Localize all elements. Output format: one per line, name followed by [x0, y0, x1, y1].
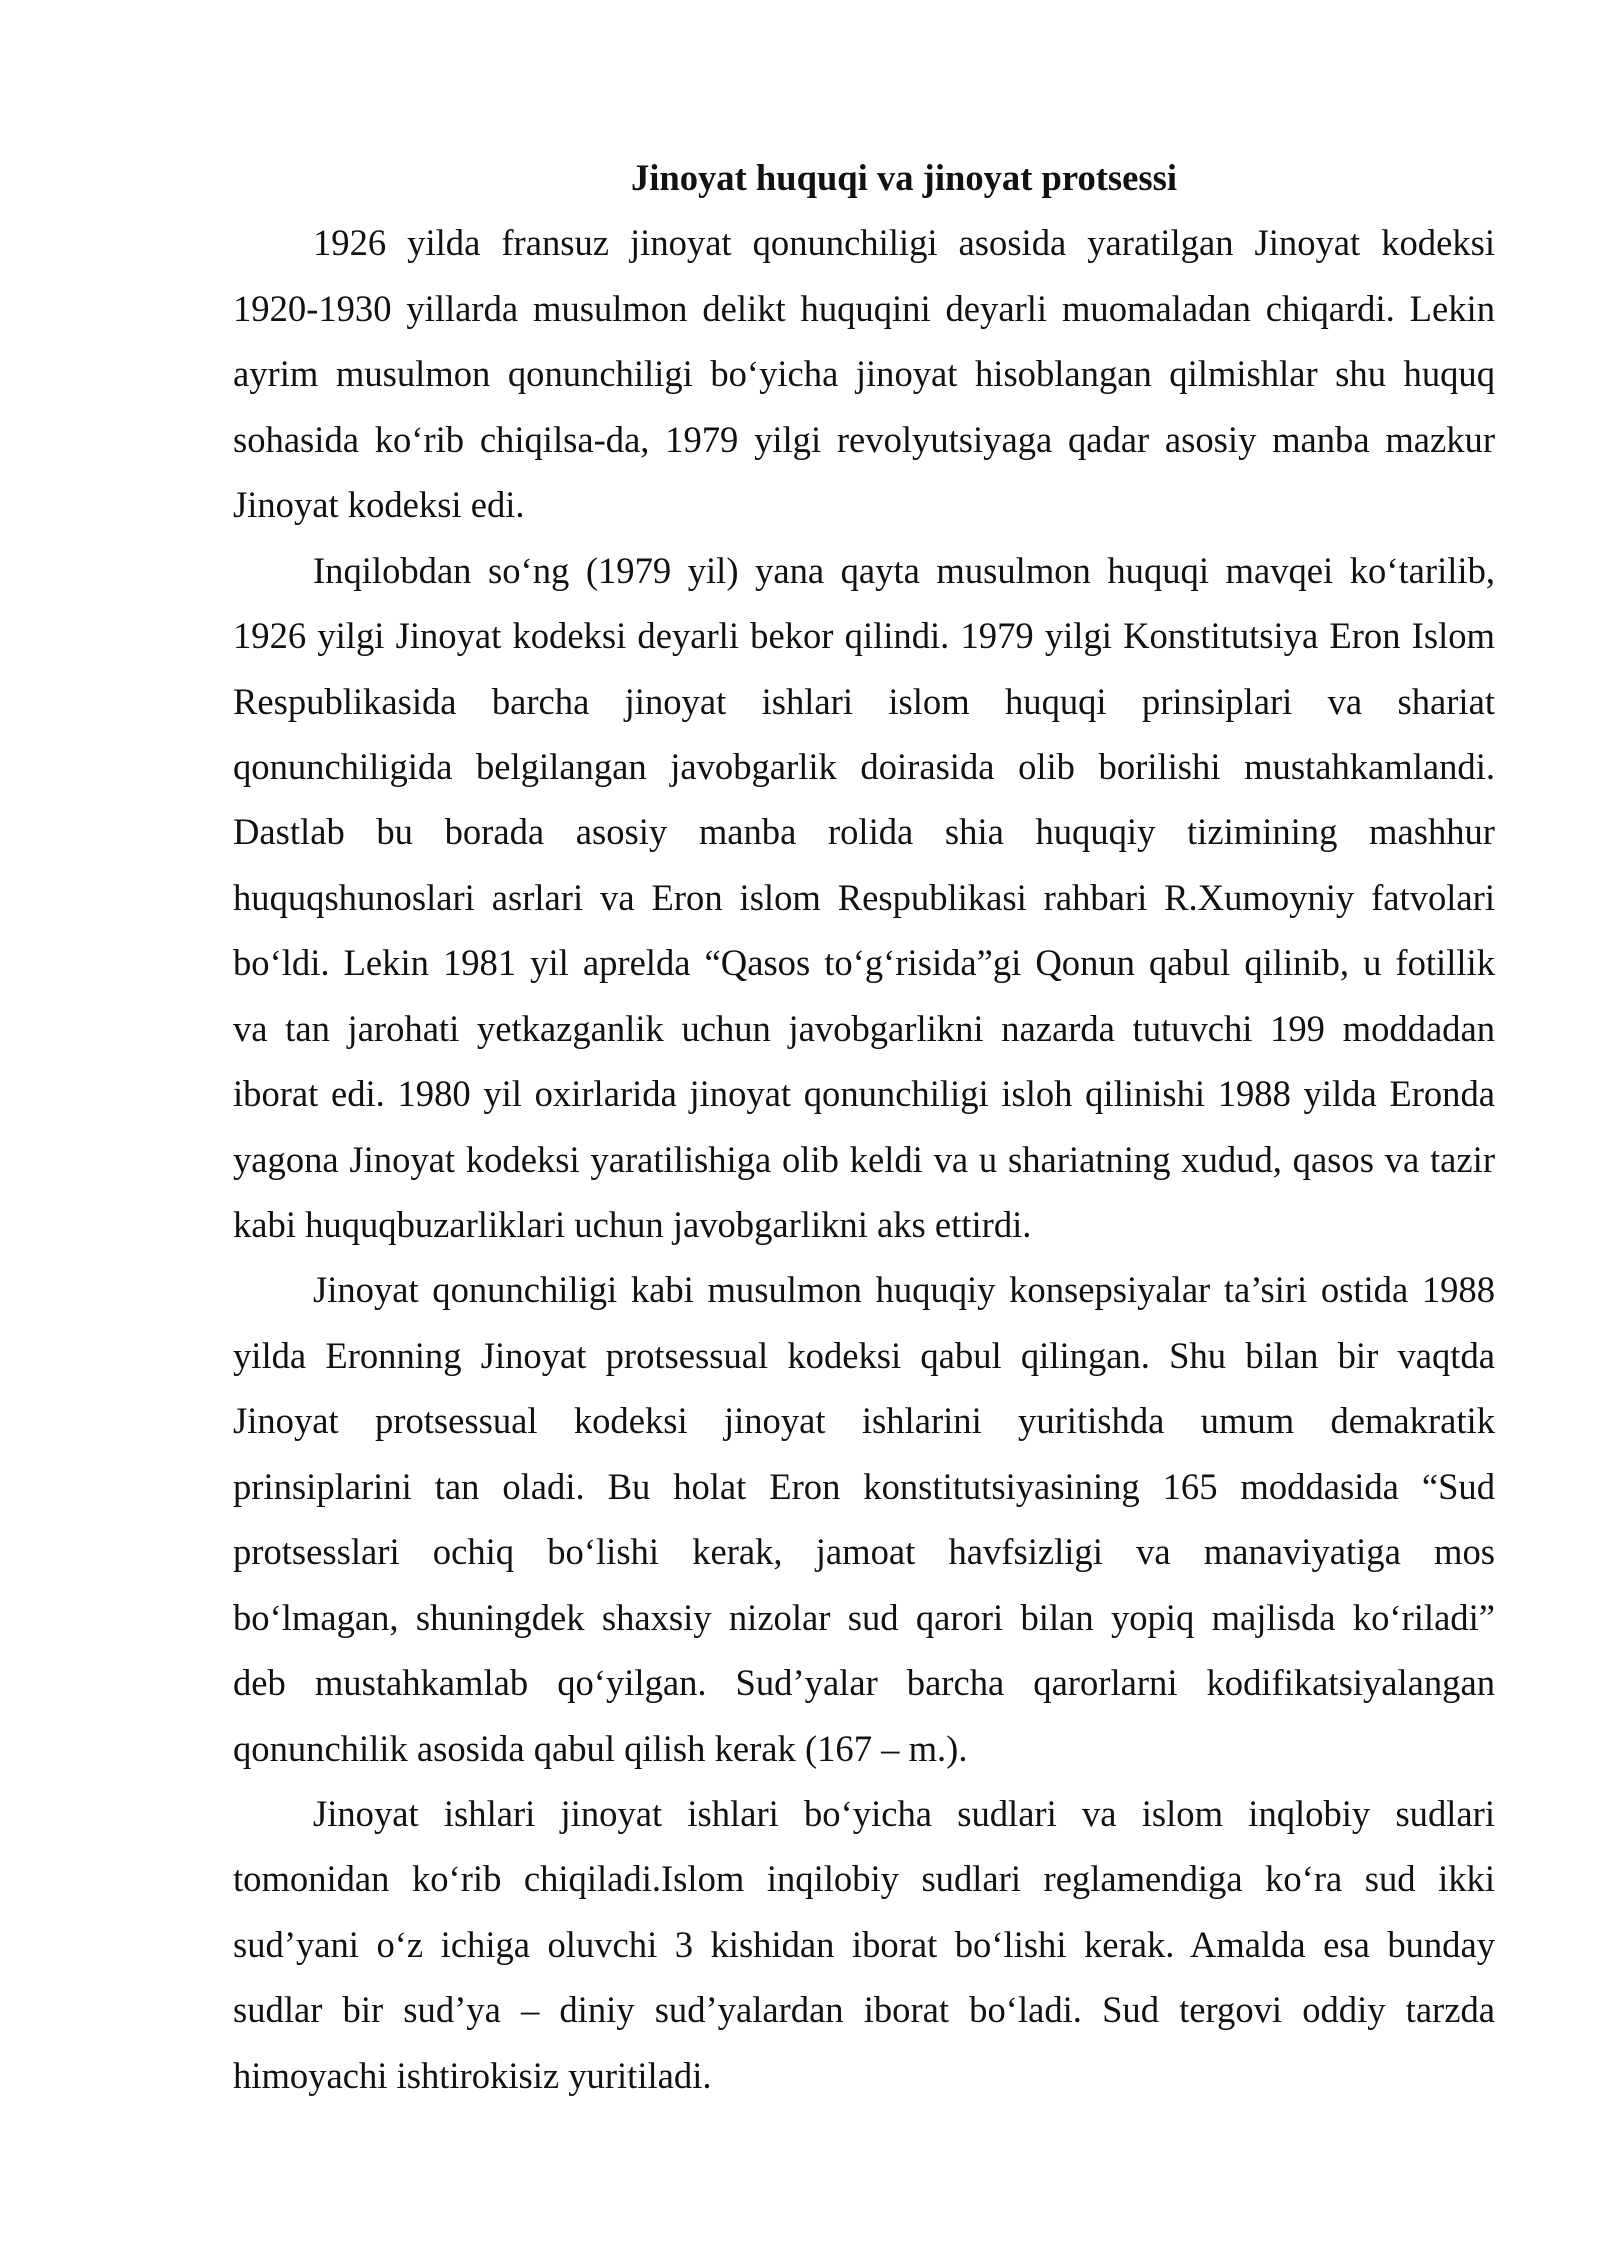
- text-line: sohasida ko‘rib chiqilsa-da, 1979 yilgi revolyutsiyaga qadar asosiy manba mazkur: [233, 418, 1495, 460]
- text-line: va tan jarohati yetkazganlik uchun javobgarlikni nazarda tutuvchi 199 moddadan: [233, 1007, 1495, 1049]
- text-line: sud’yani o‘z ichiga oluvchi 3 kishidan iborat bo‘lishi kerak. Amalda esa bunday: [233, 1923, 1495, 1965]
- text-line: deb mustahkamlab qo‘yilgan. Sud’yalar barcha qarorlarni kodifikatsiyalangan: [233, 1662, 1495, 1704]
- text-line: kabi huquqbuzarliklari uchun javobgarlikni aks ettirdi.: [233, 1204, 1032, 1245]
- text-line: qonunchilik asosida qabul qilish kerak (167 – m.).: [233, 1727, 968, 1769]
- text-line: Dastlab bu borada asosiy manba rolida shia huquqiy tizimining mashhur: [233, 811, 1495, 853]
- text-line: qonunchiligida belgilangan javobgarlik doirasida olib borilishi mustahkamlandi.: [233, 745, 1495, 787]
- text-line: Inqilobdan so‘ng (1979 yil) yana qayta musulmon huquqi mavqei ko‘tarilib,: [313, 549, 1495, 591]
- text-line: 1920-1930 yillarda musulmon delikt huquqini deyarli muomaladan chiqardi. Lekin: [233, 287, 1495, 329]
- text-line: Respublikasida barcha jinoyat ishlari islom huquqi prinsiplari va shariat: [233, 680, 1495, 722]
- text-line: Jinoyat kodeksi edi.: [233, 484, 525, 526]
- text-line: protsesslari ochiq bo‘lishi kerak, jamoat havfsizligi va manaviyatiga mos: [233, 1531, 1495, 1573]
- text-line: tomonidan ko‘rib chiqiladi.Islom inqilobiy sudlari reglamendiga ko‘ra sud ikki: [233, 1858, 1495, 1900]
- paragraph-3: [233, 1257, 1495, 1781]
- paragraph-1: [233, 210, 1495, 537]
- text-line: sudlar bir sud’ya – diniy sud’yalardan iborat bo‘ladi. Sud tergovi oddiy tarzda: [233, 1989, 1495, 2031]
- text-line: Jinoyat protsessual kodeksi jinoyat ishlarini yuritishda umum demakratik: [233, 1400, 1495, 1442]
- text-line: huquqshunoslari asrlari va Eron islom Respublikasi rahbari R.Xumoyniy fatvolari: [233, 876, 1495, 918]
- text-line: 1926 yilgi Jinoyat kodeksi deyarli bekor qilindi. 1979 yilgi Konstitutsiya Eron Islom: [233, 615, 1495, 657]
- text-line: yagona Jinoyat kodeksi yaratilishiga olib keldi va u shariatning xudud, qasos va tazir: [233, 1138, 1495, 1180]
- text-line: prinsiplarini tan oladi. Bu holat Eron konstitutsiyasining 165 moddasida “Sud: [233, 1465, 1495, 1507]
- document-title: Jinoyat huquqi va jinoyat protsessi: [630, 157, 1178, 198]
- text-line: 1926 yilda fransuz jinoyat qonunchiligi asosida yaratilgan Jinoyat kodeksi: [313, 222, 1495, 264]
- text-line: Jinoyat ishlari jinoyat ishlari bo‘yicha sudlari va islom inqlobiy sudlari: [313, 1792, 1495, 1834]
- text-line: yilda Eronning Jinoyat protsessual kodeksi qabul qilingan. Shu bilan bir vaqtda: [233, 1334, 1495, 1376]
- text-line: ayrim musulmon qonunchiligi bo‘yicha jinoyat hisoblangan qilmishlar shu huquq: [233, 353, 1495, 395]
- text-line: bo‘lmagan, shuningdek shaxsiy nizolar sud qarori bilan yopiq majlisda ko‘riladi”: [233, 1596, 1495, 1638]
- text-line: himoyachi ishtirokisiz yuritiladi.: [233, 2054, 712, 2096]
- document-page: [233, 145, 1495, 2108]
- paragraph-4: [233, 1781, 1495, 2108]
- text-line: bo‘ldi. Lekin 1981 yil aprelda “Qasos to‘g‘risida”gi Qonun qabul qilinib, u fotillik: [233, 942, 1495, 984]
- paragraph-2: [233, 538, 1495, 1258]
- text-line: iborat edi. 1980 yil oxirlarida jinoyat qonunchiligi isloh qilinishi 1988 yilda Eronda: [233, 1073, 1495, 1115]
- text-line: Jinoyat qonunchiligi kabi musulmon huquqiy konsepsiyalar ta’siri ostida 1988: [313, 1269, 1495, 1311]
